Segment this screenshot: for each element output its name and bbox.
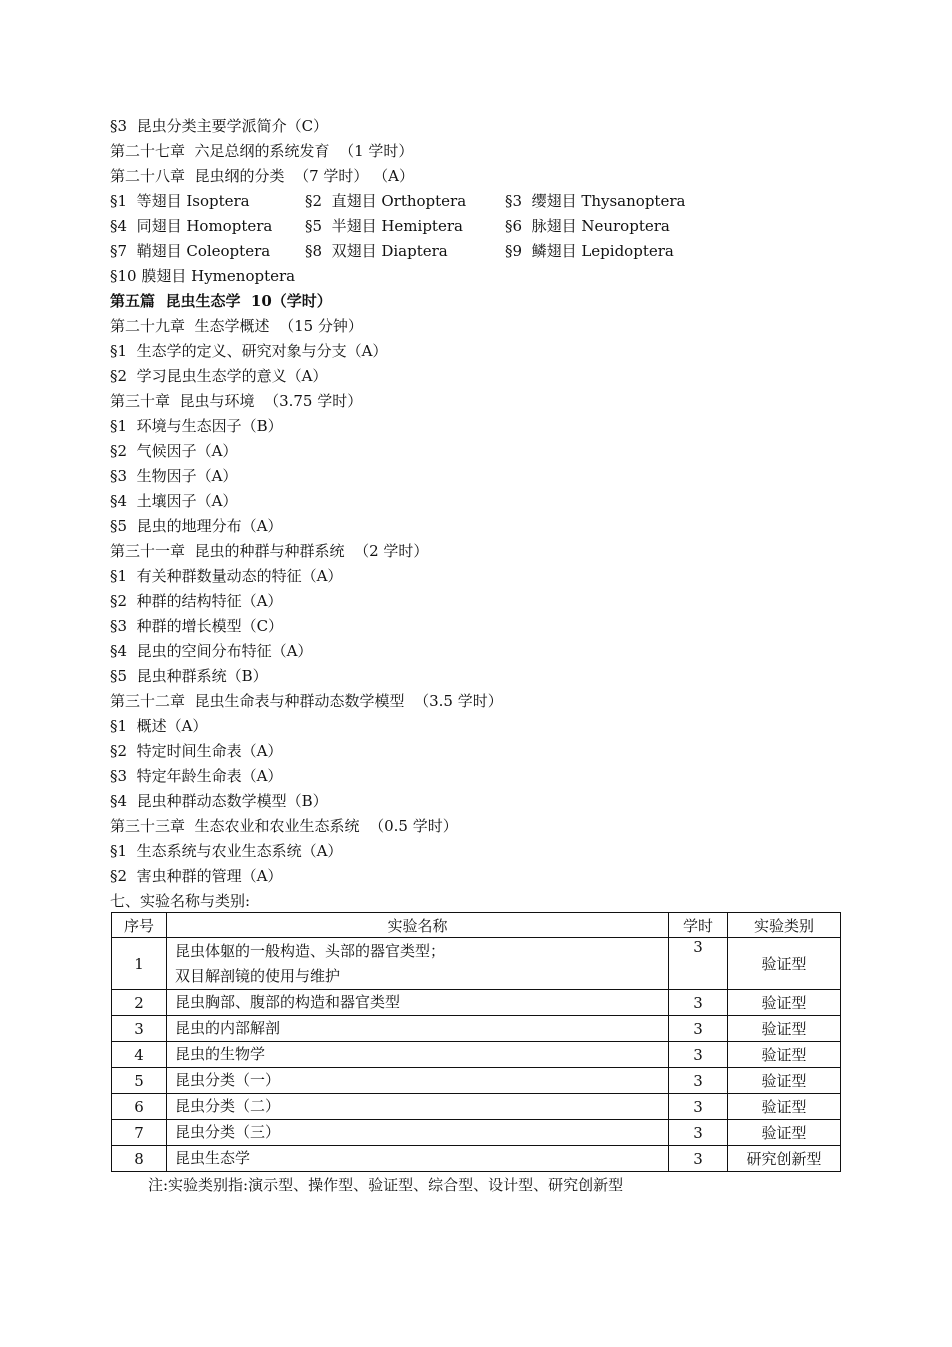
order-item: §4 同翅目 Homoptera [110, 217, 273, 235]
text-line [110, 189, 850, 214]
table-row [112, 1016, 841, 1042]
text-line: §4 土壤因子（A） [110, 492, 238, 510]
text-line: 第三十章 昆虫与环境 （3.75 学时） [110, 392, 363, 410]
row-name-line: 昆虫分类（三） [175, 1123, 281, 1141]
text-line: §2 气候因子（A） [110, 442, 238, 460]
text-line: §1 有关种群数量动态的特征（A） [110, 567, 343, 585]
header-name: 实验名称 [167, 913, 669, 938]
order-item: §3 缨翅目 Thysanoptera [505, 192, 686, 210]
table-row [112, 1146, 841, 1172]
text-line: §1 生态系统与农业生态系统（A） [110, 842, 343, 860]
text-line [110, 214, 850, 239]
row-hours: 3 [669, 1094, 728, 1120]
text-line: §1 生态学的定义、研究对象与分支（A） [110, 342, 388, 360]
row-name [167, 938, 669, 990]
experiment-table [111, 912, 841, 1172]
row-type: 验证型 [728, 1120, 841, 1146]
order-item: §5 半翅目 Hemiptera [305, 217, 463, 235]
text-line: §3 生物因子（A） [110, 467, 238, 485]
text-line: §3 特定年龄生命表（A） [110, 767, 283, 785]
text-line: 第三十一章 昆虫的种群与种群系统 （2 学时） [110, 542, 429, 560]
row-type: 验证型 [728, 938, 841, 990]
table-row [112, 1094, 841, 1120]
row-hours: 3 [669, 1068, 728, 1094]
text-line: 第三十三章 生态农业和农业生态系统 （0.5 学时） [110, 817, 458, 835]
order-item: §2 直翅目 Orthoptera [305, 192, 467, 210]
row-name-line: 昆虫生态学 [175, 1149, 251, 1167]
row-name [167, 1016, 669, 1042]
row-name [167, 990, 669, 1016]
text-line: 第二十九章 生态学概述 （15 分钟） [110, 317, 363, 335]
text-line: §4 昆虫种群动态数学模型（B） [110, 792, 328, 810]
row-name-line: 双目解剖镜的使用与维护 [175, 966, 341, 985]
row-name [167, 1120, 669, 1146]
table-row [112, 990, 841, 1016]
row-type: 验证型 [728, 1068, 841, 1094]
row-no: 8 [112, 1146, 167, 1172]
row-no: 1 [112, 938, 167, 990]
row-hours: 3 [669, 1120, 728, 1146]
order-item: §9 鳞翅目 Lepidoptera [505, 242, 674, 260]
order-item: §7 鞘翅目 Coleoptera [110, 242, 271, 260]
header-hours: 学时 [669, 913, 728, 938]
table-row [112, 1042, 841, 1068]
order-item: §8 双翅目 Diaptera [305, 242, 448, 260]
syllabus-text [110, 114, 850, 914]
row-no: 5 [112, 1068, 167, 1094]
row-no: 3 [112, 1016, 167, 1042]
row-no: 7 [112, 1120, 167, 1146]
row-type: 验证型 [728, 990, 841, 1016]
table-header-row [112, 913, 841, 938]
row-name-line: 昆虫的内部解剖 [175, 1019, 281, 1037]
text-line: §4 昆虫的空间分布特征（A） [110, 642, 313, 660]
row-hours: 3 [669, 1146, 728, 1172]
text-line: §10 膜翅目 Hymenoptera [110, 267, 296, 285]
text-line: §1 概述（A） [110, 717, 208, 735]
text-line: §2 种群的结构特征（A） [110, 592, 283, 610]
row-hours: 3 [669, 990, 728, 1016]
table-note: 注:实验类别指:演示型、操作型、验证型、综合型、设计型、研究创新型 [148, 1176, 624, 1194]
row-name [167, 1146, 669, 1172]
row-type: 验证型 [728, 1042, 841, 1068]
text-line: 七、实验名称与类别: [110, 892, 251, 910]
table-row [112, 1120, 841, 1146]
row-name-line: 昆虫分类（一） [175, 1071, 281, 1089]
text-line: 第二十七章 六足总纲的系统发育 （1 学时） [110, 142, 414, 160]
text-line: §3 昆虫分类主要学派简介（C） [110, 117, 329, 135]
text-line: §2 特定时间生命表（A） [110, 742, 283, 760]
header-type: 实验类别 [728, 913, 841, 938]
text-line: §5 昆虫的地理分布（A） [110, 517, 283, 535]
text-line: 第三十二章 昆虫生命表与种群动态数学模型 （3.5 学时） [110, 692, 503, 710]
row-type: 研究创新型 [728, 1146, 841, 1172]
row-hours: 3 [669, 1016, 728, 1042]
text-line: §1 环境与生态因子（B） [110, 417, 283, 435]
table-row [112, 1068, 841, 1094]
text-line: §2 学习昆虫生态学的意义（A） [110, 367, 328, 385]
row-name-line: 昆虫体躯的一般构造、头部的器官类型； [175, 941, 446, 960]
text-line: 第二十八章 昆虫纲的分类 （7 学时） （A） [110, 167, 414, 185]
header-no: 序号 [112, 913, 167, 938]
text-line [110, 239, 850, 264]
table-row [112, 938, 841, 990]
text-line: §2 害虫种群的管理（A） [110, 867, 283, 885]
order-item: §6 脉翅目 Neuroptera [505, 217, 670, 235]
row-type: 验证型 [728, 1016, 841, 1042]
section-heading: 第五篇 昆虫生态学 10（学时） [110, 292, 332, 310]
row-name [167, 1042, 669, 1068]
row-no: 6 [112, 1094, 167, 1120]
row-no: 4 [112, 1042, 167, 1068]
row-name-line: 昆虫的生物学 [175, 1045, 266, 1063]
text-line: §5 昆虫种群系统（B） [110, 667, 268, 685]
text-line: §3 种群的增长模型（C） [110, 617, 284, 635]
order-item: §1 等翅目 Isoptera [110, 192, 250, 210]
row-hours: 3 [669, 938, 728, 990]
row-no: 2 [112, 990, 167, 1016]
row-name [167, 1068, 669, 1094]
row-name-line: 昆虫胸部、腹部的构造和器官类型 [175, 993, 401, 1011]
row-hours: 3 [669, 1042, 728, 1068]
row-name [167, 1094, 669, 1120]
row-type: 验证型 [728, 1094, 841, 1120]
row-name-line: 昆虫分类（二） [175, 1097, 281, 1115]
